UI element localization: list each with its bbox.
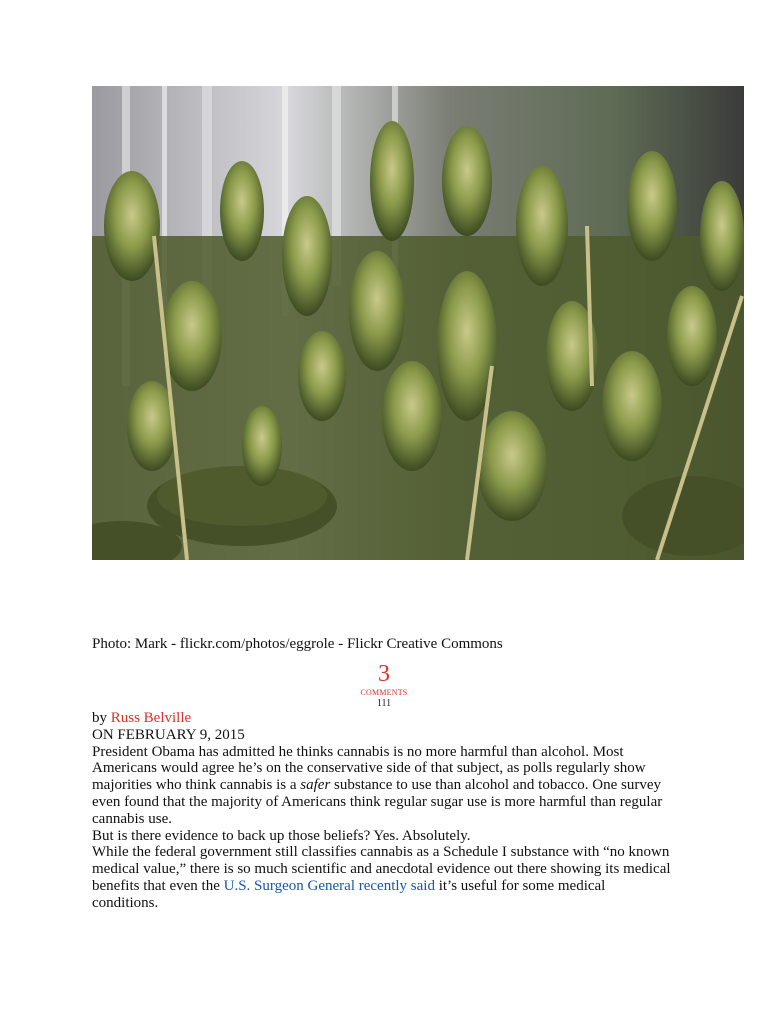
comments-label[interactable]: COMMENTS bbox=[360, 688, 408, 697]
byline bbox=[92, 710, 672, 727]
p1-text-a: President Obama has admitted he thinks cannabis is no more harmful than alcohol. Most Americans would agree he’s on the conservative side of that subject, as polls regularly show majorities who think cannabis is a bbox=[92, 743, 646, 794]
byline-prefix: by bbox=[92, 710, 111, 726]
comment-counter[interactable] bbox=[334, 660, 434, 709]
publish-date: ON FEBRUARY 9, 2015 bbox=[92, 726, 245, 743]
article-photo bbox=[92, 86, 744, 560]
paragraph-3 bbox=[92, 844, 672, 911]
paragraph-2: But is there evidence to back up those beliefs? Yes. Absolutely. bbox=[92, 827, 471, 844]
author-link[interactable]: Russ Belville bbox=[110, 710, 192, 726]
p3-text-a: While the federal government still classifies cannabis as a Schedule I substance with “no known medical value,” there is so much scientific and anecdotal evidence out there showing its medical benefits that even the bbox=[92, 844, 671, 894]
photo-caption: Photo: Mark - flickr.com/photos/eggrole - Flickr Creative Commons bbox=[92, 636, 503, 652]
comment-count[interactable]: 3 bbox=[378, 661, 390, 687]
article-body bbox=[92, 710, 672, 912]
surgeon-general-link[interactable]: U.S. Surgeon General recently said bbox=[223, 877, 435, 894]
p3-text-b: it’s useful for some medical conditions. bbox=[92, 877, 606, 911]
comments-sub-count: 111 bbox=[376, 698, 392, 709]
p1-emphasis: safer bbox=[300, 777, 331, 794]
p1-text-b: substance to use than alcohol and tobacco. One survey even found that the majority of Americans think regular sugar use is more harmful than regular cannabis use. bbox=[92, 777, 663, 827]
paragraph-1 bbox=[92, 744, 672, 828]
cannabis-plants-photo bbox=[92, 86, 744, 560]
